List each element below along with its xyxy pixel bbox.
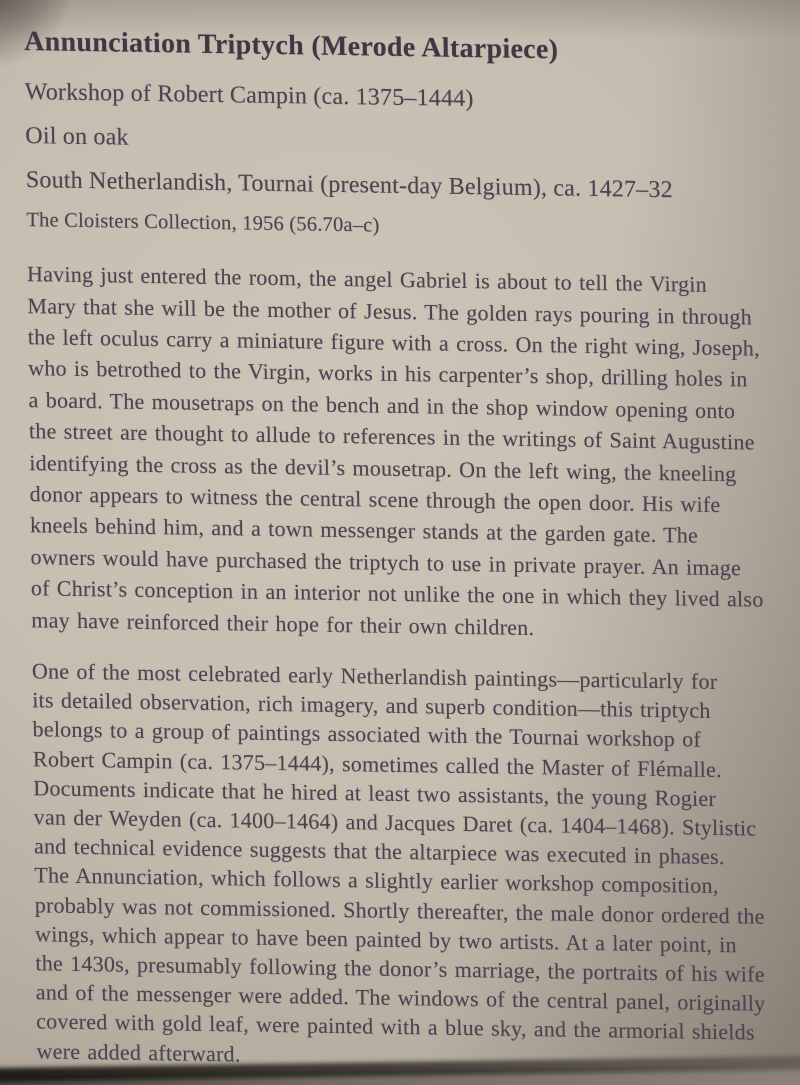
- origin-line: South Netherlandish, Tournai (present-day Belgium), ca. 1427–32: [25, 166, 673, 203]
- description-paragraph-1: Having just entered the room, the angel Gabriel is about to tell the Virgin Mary that she will be the mother of Jesus. The golden rays pouring in through the left oculus carry a miniature figure with a cross. On the right wing, Joseph, who is betrothed to the Virgin, works in his carpenter’s shop, drilling holes in a board. The mousetraps on the bench and in the shop window opening onto the street are thought to allude to references in the writings of Saint Augustine identifying the cross as the devil’s mousetrap. On the left wing, the kneeling donor appears to witness the central scene through the open door. His wife kneels behind him, and a town messenger stands at the garden gate. The owners would have purchased the triptych to use in private prayer. An image of Christ’s conception in an interior not unlike the one in which they lived also may have reinforced their hope for their own children.: [26, 261, 764, 640]
- medium-line: Oil on oak: [25, 123, 129, 151]
- credit-line: The Cloisters Collection, 1956 (56.70a–c): [26, 208, 380, 237]
- label-text: [24, 26, 800, 1077]
- artwork-title: Annunciation Triptych (Merode Altarpiece): [24, 26, 559, 66]
- artist-line: Workshop of Robert Campin (ca. 1375–1444): [24, 79, 474, 113]
- description-paragraph-2: One of the most celebrated early Netherlandish paintings—particularly for its detailed observation, rich imagery, and superb condition—this triptych belongs to a group of paintings associated with the Tournai workshop of Robert Campin (ca. 1375–1444), sometimes called the Master of Flémalle. Documents indicate that he hired at least two assistants, the young Rogier van der Weyden (ca. 1400–1464) and Jacques Daret (ca. 1404–1468). Stylistic and technical evidence suggests that the altarpiece was executed in phases. The Annunciation, which follows a slightly earlier workshop composition, probably was not commissioned. Shortly thereafter, the male donor ordered the wings, which appear to have been painted by two artists. At a later point, in the 1430s, presumably following the donor’s marriage, the portraits of his wife and of the messenger were added. The windows of the central panel, originally covered with gold leaf, were painted with a blue sky, and the armorial shields were added afterward.: [31, 658, 766, 1067]
